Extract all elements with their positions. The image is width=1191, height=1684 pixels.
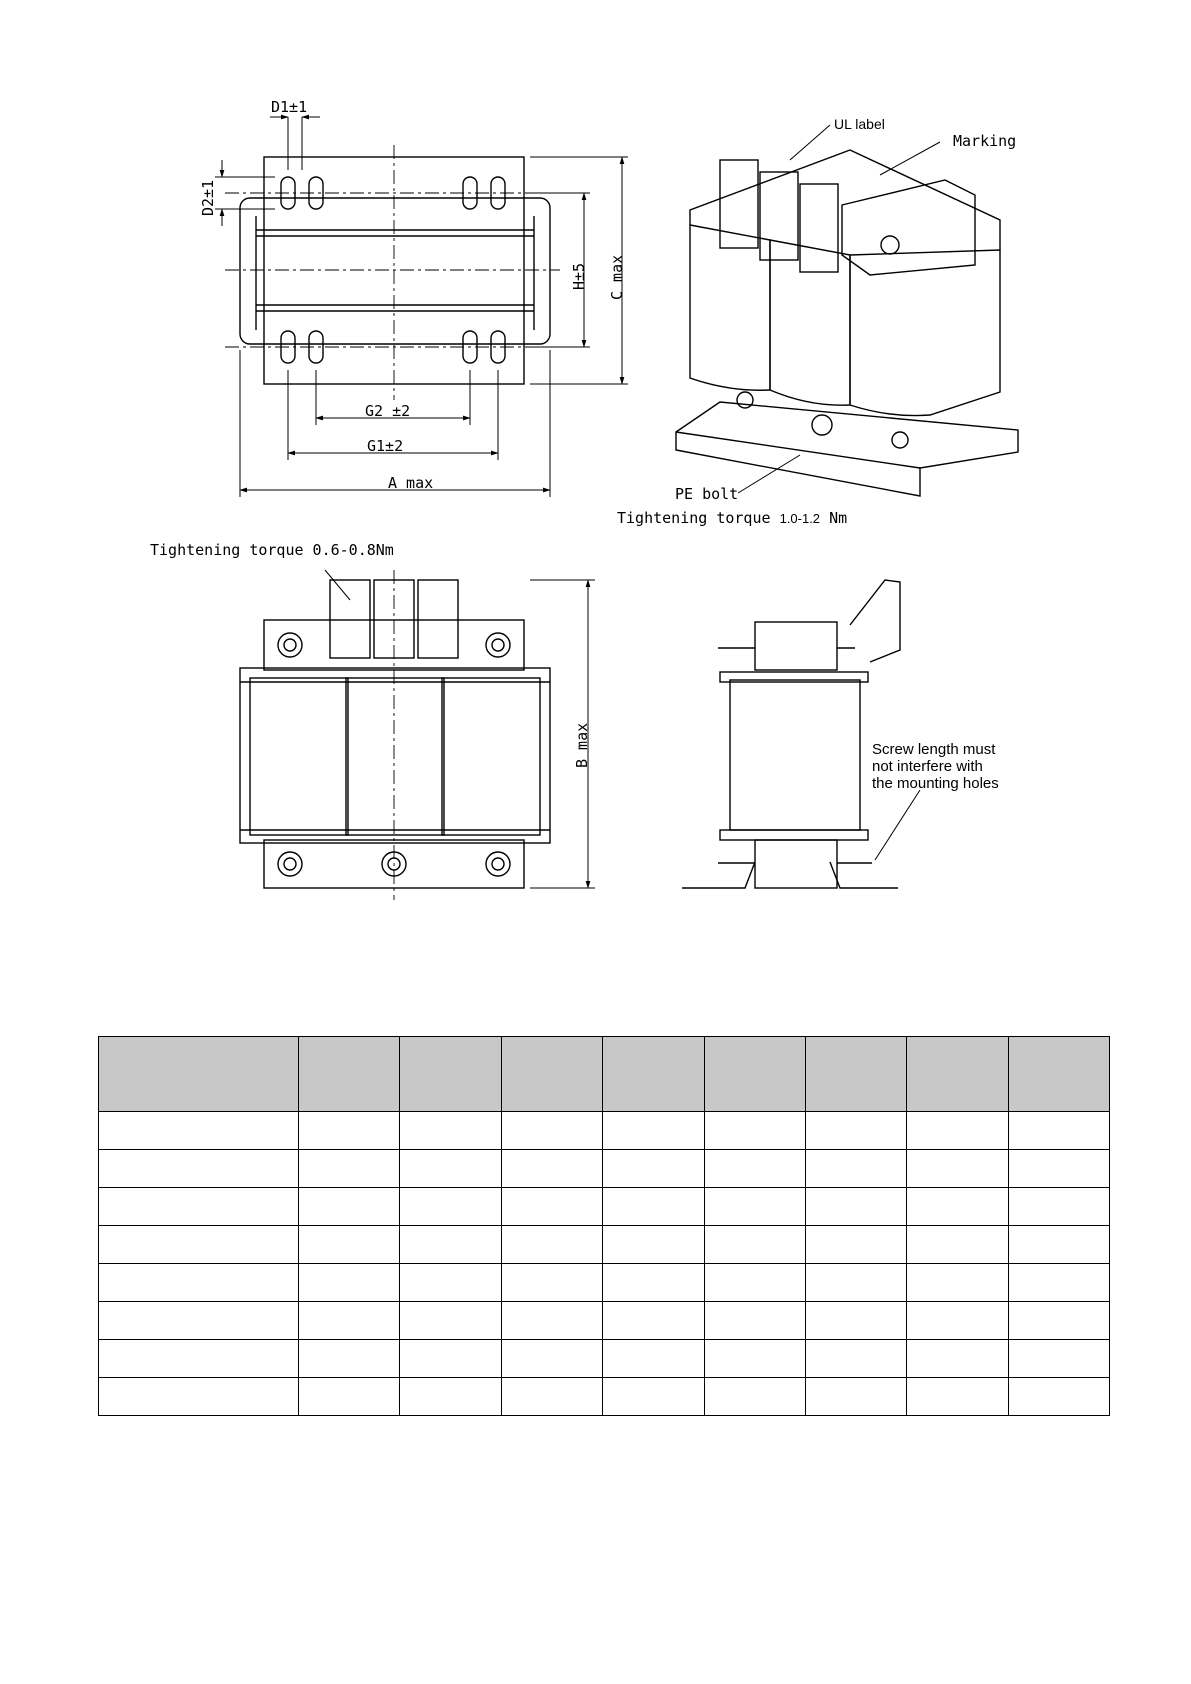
table-cell — [603, 1112, 704, 1150]
table-cell — [907, 1264, 1008, 1302]
table-cell — [299, 1226, 400, 1264]
table-header-cell — [99, 1037, 299, 1112]
table-cell — [501, 1188, 602, 1226]
table-cell — [299, 1302, 400, 1340]
dim-g2-label: G2 ±2 — [365, 402, 411, 420]
table-cell — [603, 1188, 704, 1226]
table-cell — [99, 1226, 299, 1264]
table-cell — [1008, 1112, 1109, 1150]
table-header-cell — [299, 1037, 400, 1112]
pe-torque-unit: Nm — [829, 509, 848, 527]
top-view — [215, 117, 628, 497]
screw-note-line-1: Screw length must — [872, 741, 996, 758]
table-cell — [907, 1188, 1008, 1226]
table-cell — [299, 1112, 400, 1150]
table-cell — [501, 1150, 602, 1188]
table-cell — [99, 1340, 299, 1378]
table-header — [99, 1037, 1110, 1112]
table-cell — [907, 1112, 1008, 1150]
table-cell — [603, 1150, 704, 1188]
table-cell — [603, 1264, 704, 1302]
table-row — [99, 1150, 1110, 1188]
ul-label-callout: UL label — [834, 116, 885, 132]
table-header-cell — [501, 1037, 602, 1112]
side-view — [682, 580, 920, 888]
table-cell — [704, 1340, 805, 1378]
table-cell — [704, 1302, 805, 1340]
table-cell — [907, 1378, 1008, 1416]
table-row — [99, 1302, 1110, 1340]
table-cell — [704, 1226, 805, 1264]
table-cell — [99, 1112, 299, 1150]
table-cell — [400, 1264, 501, 1302]
table-cell — [1008, 1226, 1109, 1264]
table-cell — [501, 1264, 602, 1302]
table-row — [99, 1188, 1110, 1226]
table-cell — [400, 1112, 501, 1150]
table-cell — [501, 1112, 602, 1150]
table-cell — [805, 1264, 906, 1302]
table-cell — [1008, 1302, 1109, 1340]
table-cell — [501, 1378, 602, 1416]
dimension-table — [98, 1036, 1110, 1416]
dim-d2-label: D2±1 — [199, 179, 217, 216]
table-cell — [400, 1302, 501, 1340]
screw-note-line-2: not interfere with — [872, 758, 983, 775]
table-cell — [704, 1188, 805, 1226]
table-cell — [805, 1188, 906, 1226]
table-cell — [400, 1226, 501, 1264]
table-header-cell — [805, 1037, 906, 1112]
table-header-cell — [400, 1037, 501, 1112]
table-row — [99, 1264, 1110, 1302]
pe-torque-prefix: Tightening torque — [617, 509, 771, 527]
table-cell — [603, 1226, 704, 1264]
table-cell — [907, 1150, 1008, 1188]
table-cell — [501, 1340, 602, 1378]
table-cell — [99, 1302, 299, 1340]
table-cell — [704, 1150, 805, 1188]
table-cell — [299, 1340, 400, 1378]
front-view — [240, 570, 595, 900]
table-cell — [704, 1264, 805, 1302]
table-cell — [805, 1226, 906, 1264]
table-cell — [805, 1150, 906, 1188]
table-cell — [603, 1302, 704, 1340]
table-cell — [1008, 1150, 1109, 1188]
table-header-row — [99, 1037, 1110, 1112]
table-cell — [1008, 1378, 1109, 1416]
dim-h-label: H±5 — [570, 262, 588, 290]
table-cell — [99, 1264, 299, 1302]
table-cell — [805, 1112, 906, 1150]
table-cell — [907, 1302, 1008, 1340]
marking-callout: Marking — [953, 132, 1017, 150]
pe-bolt-callout: PE bolt — [675, 485, 739, 503]
table-cell — [805, 1302, 906, 1340]
table-row — [99, 1226, 1110, 1264]
table-cell — [299, 1188, 400, 1226]
pe-torque-value: 1.0-1.2 — [779, 511, 821, 526]
table-header-cell — [704, 1037, 805, 1112]
table-cell — [907, 1340, 1008, 1378]
dim-c-label: C max — [608, 254, 626, 300]
table-cell — [501, 1226, 602, 1264]
table-cell — [299, 1150, 400, 1188]
table-cell — [99, 1150, 299, 1188]
table-cell — [805, 1378, 906, 1416]
table-cell — [603, 1378, 704, 1416]
table-cell — [299, 1378, 400, 1416]
table-cell — [1008, 1264, 1109, 1302]
dim-d1-label: D1±1 — [271, 98, 308, 116]
table-cell — [400, 1188, 501, 1226]
screw-note-line-3: the mounting holes — [872, 775, 999, 792]
table-cell — [400, 1340, 501, 1378]
table-cell — [501, 1302, 602, 1340]
table-cell — [704, 1112, 805, 1150]
isometric-view — [676, 125, 1018, 496]
table-cell — [99, 1378, 299, 1416]
table-header-cell — [603, 1037, 704, 1112]
table-row — [99, 1340, 1110, 1378]
table-cell — [603, 1340, 704, 1378]
table-header-cell — [1008, 1037, 1109, 1112]
table-row — [99, 1378, 1110, 1416]
pe-torque-callout — [617, 509, 847, 527]
table-body — [99, 1112, 1110, 1416]
table-cell — [400, 1150, 501, 1188]
table-row — [99, 1112, 1110, 1150]
dim-b-label: B max — [573, 722, 591, 768]
table-cell — [907, 1226, 1008, 1264]
table-cell — [299, 1264, 400, 1302]
table-header-cell — [907, 1037, 1008, 1112]
table-cell — [805, 1340, 906, 1378]
table-cell — [1008, 1340, 1109, 1378]
table-cell — [1008, 1188, 1109, 1226]
dim-g1-label: G1±2 — [367, 437, 404, 455]
table-cell — [704, 1378, 805, 1416]
table-cell — [99, 1188, 299, 1226]
terminal-torque-callout: Tightening torque 0.6-0.8Nm — [150, 541, 394, 559]
dim-a-label: A max — [388, 474, 434, 492]
table-cell — [400, 1378, 501, 1416]
